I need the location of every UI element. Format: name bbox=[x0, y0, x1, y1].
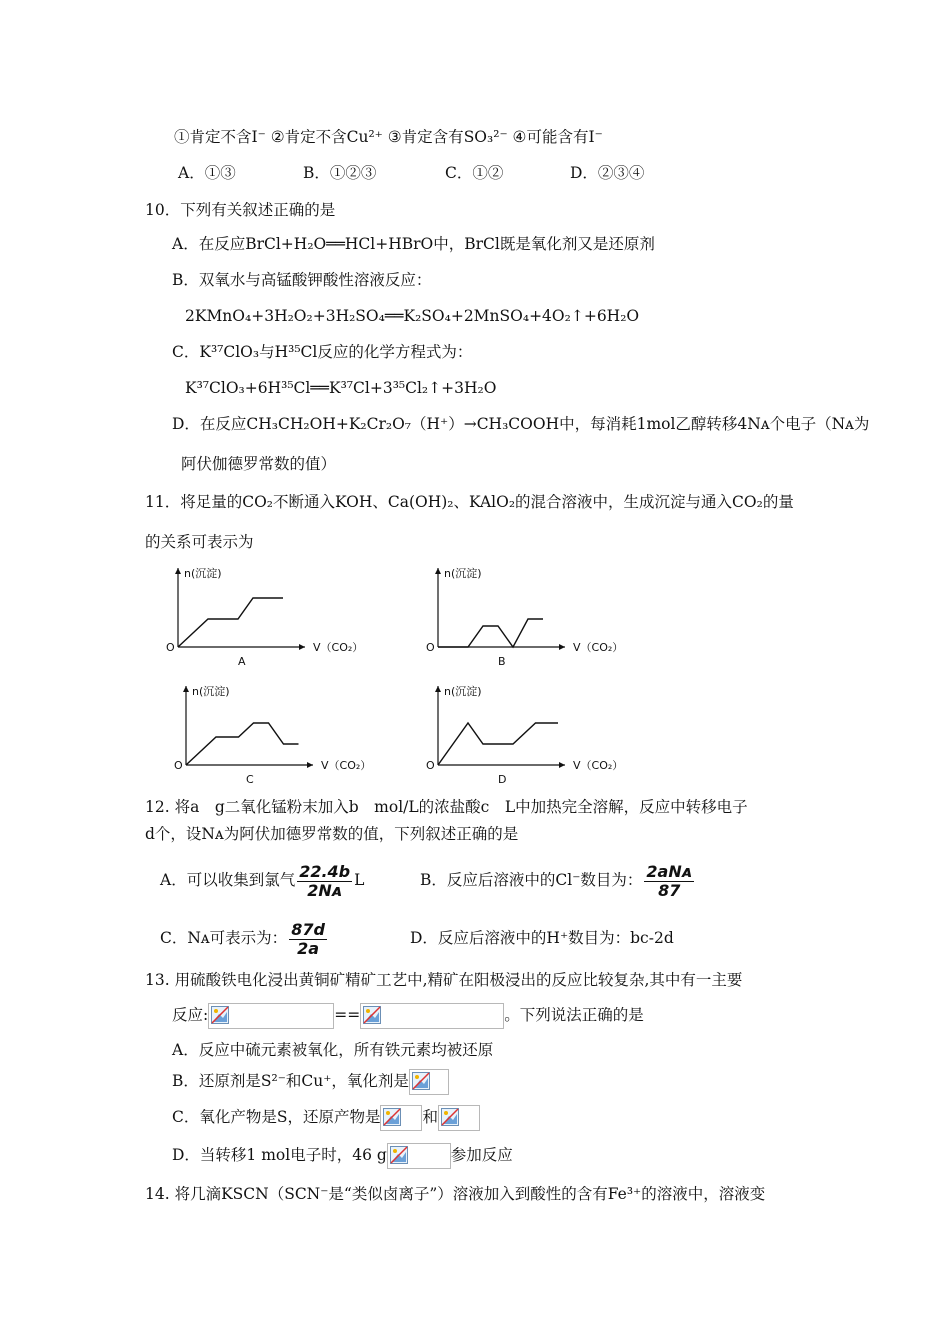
graph-label: A bbox=[238, 655, 246, 668]
q12-option-a-fraction bbox=[297, 863, 352, 900]
q11-stem-line1: 11．将足量的CO₂不断通入KOH、Ca(OH)₂、KAlO₂的混合溶液中，生成沉淀与通入CO₂的量 bbox=[145, 493, 794, 511]
broken-image-icon bbox=[208, 1003, 334, 1029]
fraction-denominator: 2Nᴀ bbox=[307, 880, 343, 900]
y-axis-arrow-icon bbox=[183, 686, 189, 692]
q13-option-c-and: 和 bbox=[422, 1108, 438, 1126]
q10-option-d-line2: 阿伏伽德罗常数的值） bbox=[181, 455, 337, 473]
q9-option-a: A．①③ bbox=[178, 164, 236, 182]
q12-stem-line2: d个，设Nᴀ为阿伏加德罗常数的值，下列叙述正确的是 bbox=[145, 825, 519, 843]
q13-option-d-tail: 参加反应 bbox=[450, 1146, 513, 1164]
graph-d bbox=[420, 680, 660, 790]
q13-option-a: A．反应中硫元素被氧化，所有铁元素均被还原 bbox=[172, 1041, 494, 1059]
q12-option-b-text: B．反应后溶液中的Cl⁻数目为： bbox=[420, 871, 643, 889]
y-axis-label: n(沉淀) bbox=[444, 685, 482, 698]
q13-option-b-text: B．还原剂是S²⁻和Cu⁺，氧化剂是 bbox=[172, 1072, 409, 1090]
x-axis-arrow-icon bbox=[307, 762, 313, 768]
graph-label: C bbox=[246, 773, 254, 786]
y-axis-arrow-icon bbox=[435, 568, 441, 574]
y-axis-arrow-icon bbox=[435, 686, 441, 692]
origin-label: O bbox=[426, 759, 435, 772]
q12-option-a-unit: L bbox=[354, 871, 365, 889]
q12-option-b-fraction bbox=[644, 863, 694, 900]
q13-option-d bbox=[172, 1142, 513, 1169]
graph-a bbox=[160, 562, 400, 672]
graph-label: B bbox=[498, 655, 506, 668]
curve-D bbox=[438, 723, 558, 765]
q9-option-b: B．①②③ bbox=[303, 164, 377, 182]
q13-option-c-text: C．氧化产物是S，还原产物是 bbox=[172, 1108, 381, 1126]
q12-option-c-fraction bbox=[289, 921, 327, 958]
q11-stem-line2: 的关系可表示为 bbox=[145, 533, 254, 551]
curve-B bbox=[438, 619, 543, 647]
q13-stem-line1: 13. 用硫酸铁电化浸出黄铜矿精矿工艺中,精矿在阳极浸出的反应比较复杂,其中有一主要 bbox=[145, 971, 743, 989]
curve-A bbox=[178, 598, 283, 647]
y-axis-label: n(沉淀) bbox=[192, 685, 230, 698]
origin-label: O bbox=[426, 641, 435, 654]
broken-image-icon bbox=[409, 1069, 449, 1095]
fraction-denominator: 2a bbox=[297, 938, 320, 958]
q10-stem: 10．下列有关叙述正确的是 bbox=[145, 201, 336, 219]
q13-reaction-label: 反应: bbox=[172, 1006, 209, 1024]
origin-label: O bbox=[166, 641, 175, 654]
q13-stem-line2 bbox=[172, 1002, 644, 1029]
q12-option-a-text: A．可以收集到氯气 bbox=[160, 871, 296, 889]
q13-equals-sign: == bbox=[334, 1006, 361, 1024]
q12-option-c bbox=[160, 916, 329, 960]
x-axis-arrow-icon bbox=[559, 644, 565, 650]
x-axis-label: V（CO₂） bbox=[573, 641, 624, 654]
fraction-numerator: 87d bbox=[291, 919, 325, 939]
x-axis-label: V（CO₂） bbox=[573, 759, 624, 772]
x-axis-arrow-icon bbox=[299, 644, 305, 650]
graph-b bbox=[420, 562, 660, 672]
q12-option-c-text: C．Nᴀ可表示为： bbox=[160, 929, 288, 947]
q12-option-b bbox=[420, 858, 696, 902]
q10-option-d-line1: D．在反应CH₃CH₂OH+K₂Cr₂O₇（H⁺）→CH₃COOH中，每消耗1mol乙醇转移4Nᴀ个电子（Nᴀ为 bbox=[172, 415, 870, 433]
q13-option-d-text: D．当转移1 mol电子时，46 g bbox=[172, 1146, 387, 1164]
origin-label: O bbox=[174, 759, 183, 772]
q12-option-a bbox=[160, 858, 364, 902]
q13-option-b bbox=[172, 1068, 449, 1095]
broken-image-icon bbox=[387, 1143, 451, 1169]
q9-statements: ①肯定不含I⁻ ②肯定不含Cu²⁺ ③肯定含有SO₃²⁻ ④可能含有I⁻ bbox=[174, 128, 603, 146]
q14-stem: 14. 将几滴KSCN（SCN⁻是“类似卤离子”）溶液加入到酸性的含有Fe³⁺的溶液中，溶液变 bbox=[145, 1185, 766, 1203]
x-axis-arrow-icon bbox=[559, 762, 565, 768]
q10-option-b-equation: 2KMnO₄+3H₂O₂+3H₂SO₄══K₂SO₄+2MnSO₄+4O₂↑+6H₂O bbox=[185, 307, 640, 325]
broken-image-icon bbox=[380, 1105, 422, 1131]
broken-image-icon bbox=[438, 1105, 480, 1131]
x-axis-label: V（CO₂） bbox=[313, 641, 364, 654]
graph-label: D bbox=[498, 773, 507, 786]
graph-c bbox=[168, 680, 408, 790]
q12-stem-line1: 12. 将a g二氧化锰粉末加入b mol/L的浓盐酸c L中加热完全溶解，反应中转移电子 bbox=[145, 798, 748, 816]
y-axis-label: n(沉淀) bbox=[444, 567, 482, 580]
y-axis-arrow-icon bbox=[175, 568, 181, 574]
q9-option-d: D．②③④ bbox=[570, 164, 645, 182]
q10-option-a: A．在反应BrCl+H₂O══HCl+HBrO中，BrCl既是氧化剂又是还原剂 bbox=[172, 235, 655, 253]
q9-option-c: C．①② bbox=[445, 164, 504, 182]
fraction-denominator: 87 bbox=[658, 880, 681, 900]
q10-option-c-equation: K³⁷ClO₃+6H³⁵Cl══K³⁷Cl+3³⁵Cl₂↑+3H₂O bbox=[185, 379, 497, 397]
q10-option-b: B．双氧水与高锰酸钾酸性溶液反应： bbox=[172, 271, 432, 289]
q13-option-c bbox=[172, 1104, 480, 1131]
curve-C bbox=[186, 723, 299, 765]
q13-stem-tail: 。下列说法正确的是 bbox=[504, 1006, 644, 1024]
fraction-numerator: 2aNᴀ bbox=[646, 861, 693, 881]
broken-image-icon bbox=[360, 1003, 504, 1029]
y-axis-label: n(沉淀) bbox=[184, 567, 222, 580]
fraction-numerator: 22.4b bbox=[299, 861, 351, 881]
x-axis-label: V（CO₂） bbox=[321, 759, 372, 772]
q10-option-c: C．K³⁷ClO₃与H³⁵Cl反应的化学方程式为： bbox=[172, 343, 473, 361]
q12-option-d: D．反应后溶液中的H⁺数目为：bc-2d bbox=[410, 929, 674, 947]
